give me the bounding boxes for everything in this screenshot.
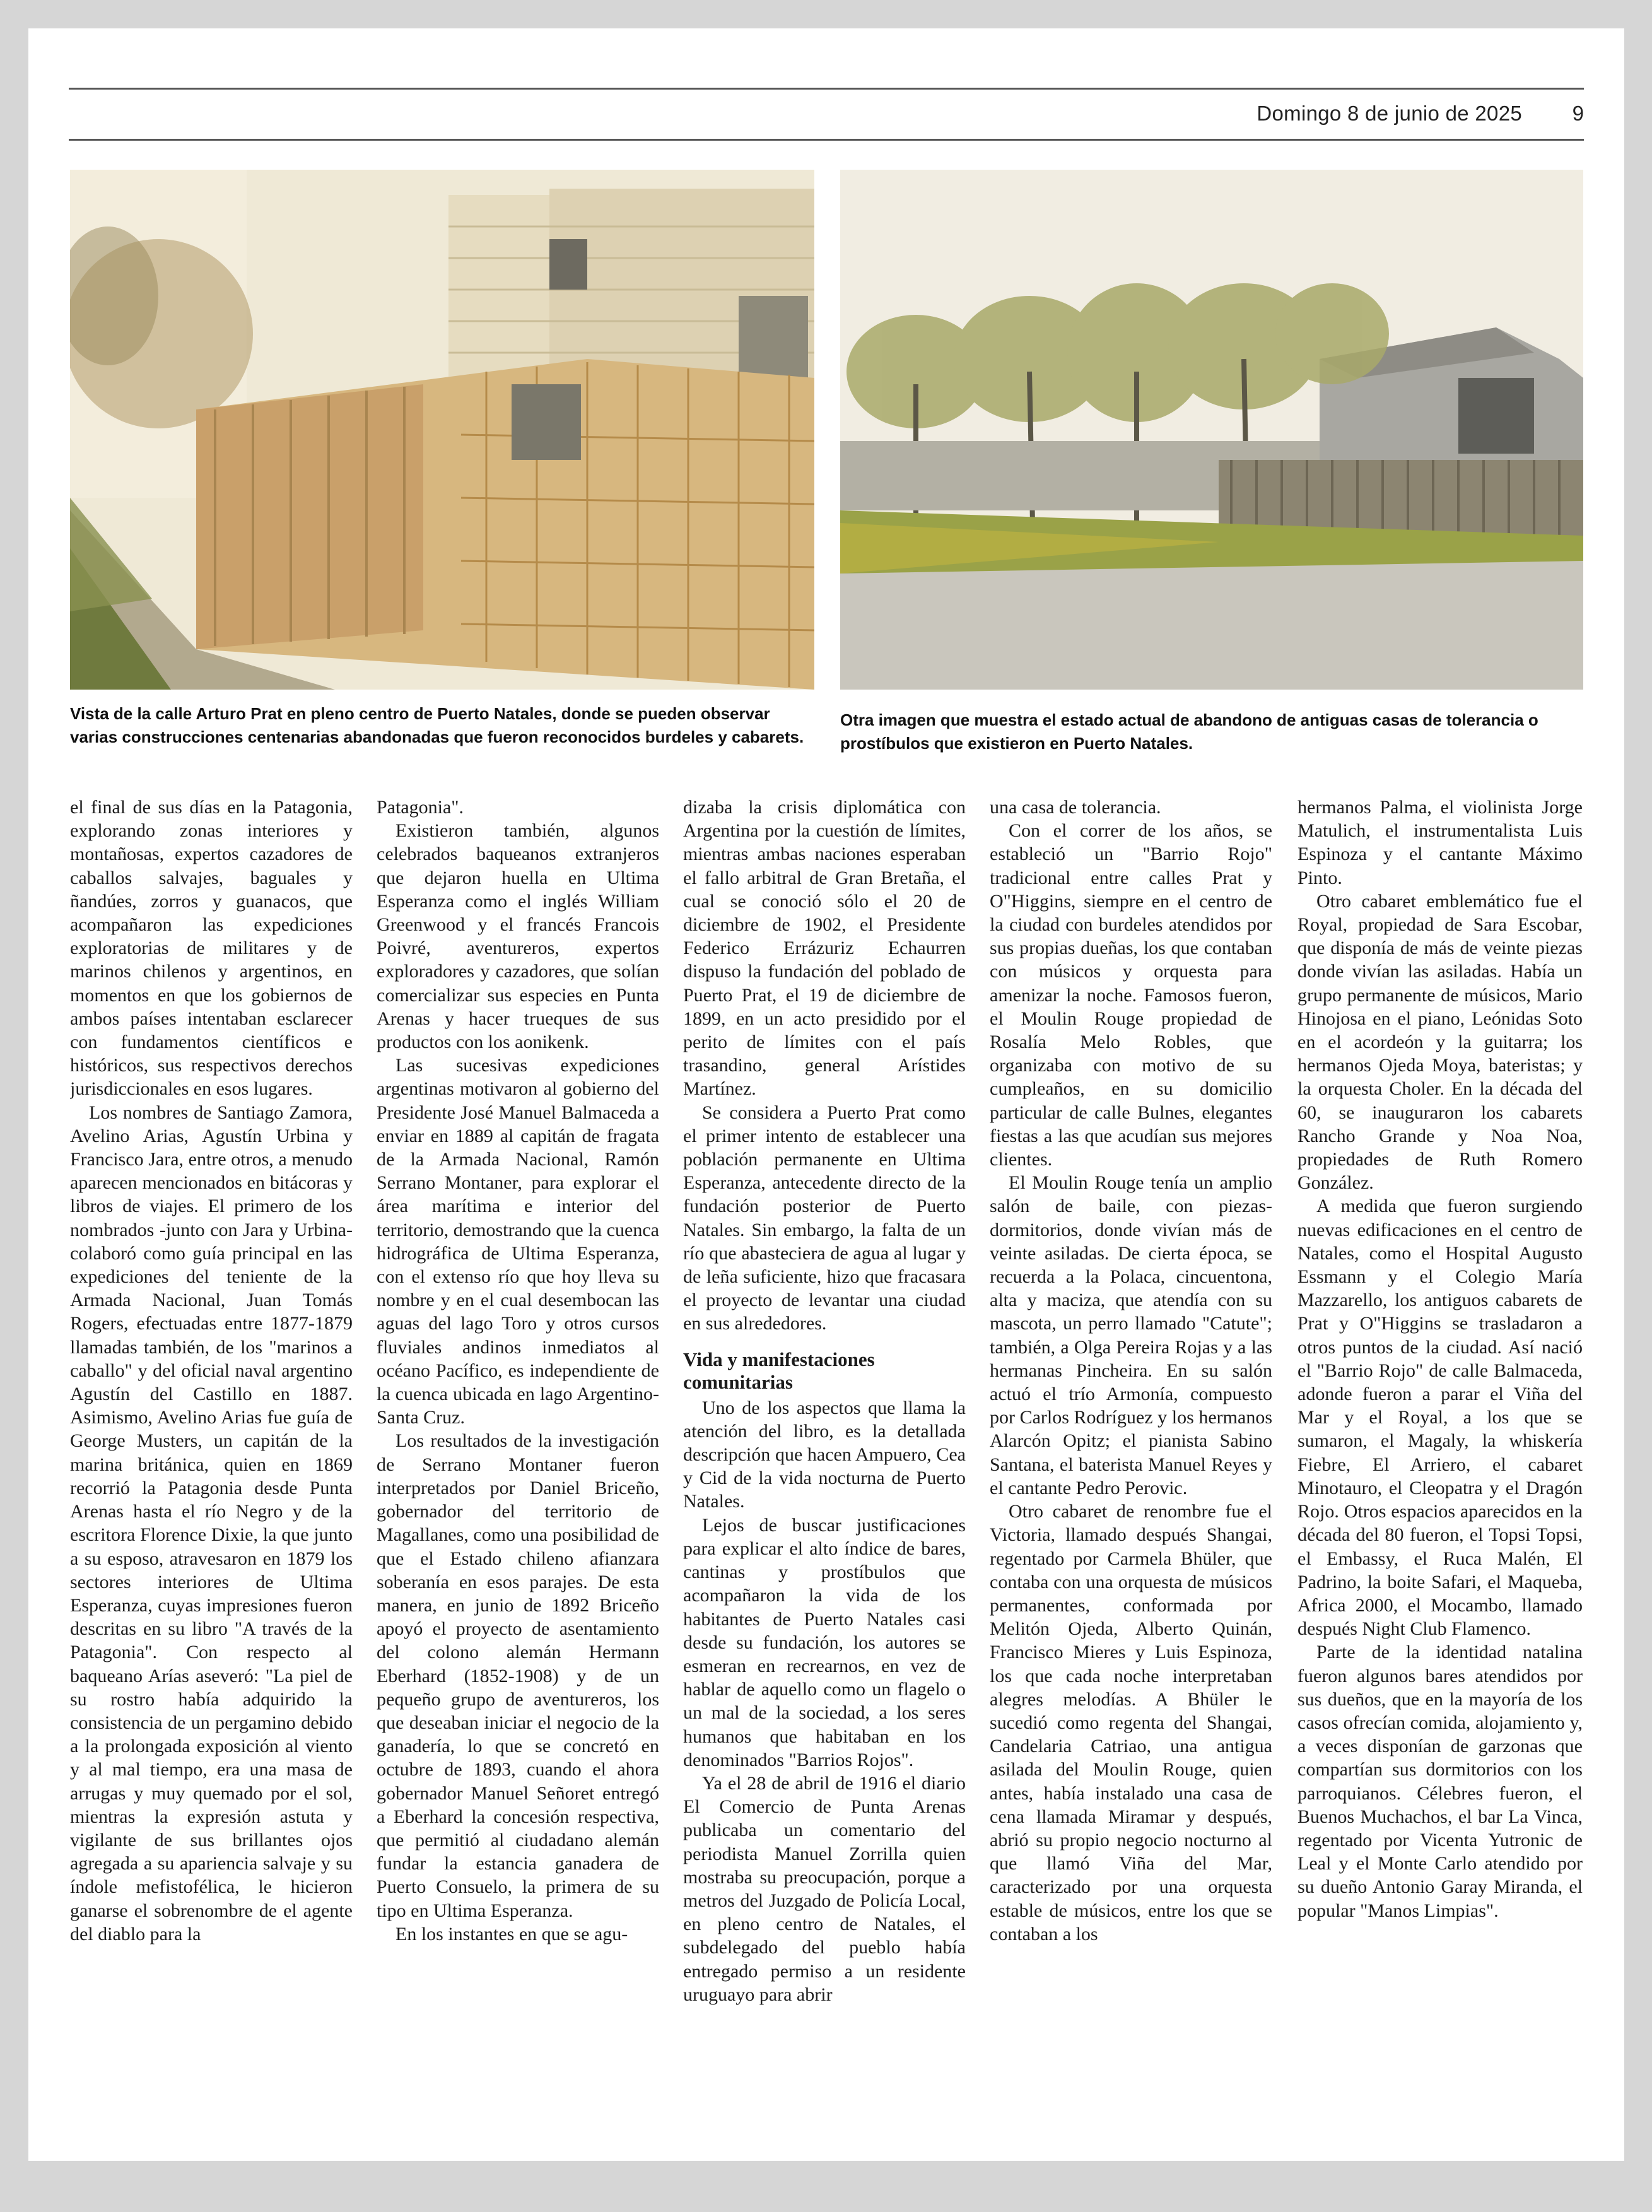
paragraph: Con el correr de los años, se estableció un "Barrio Rojo" tradicional entre calles Prat y O"Higgins, siempre en el centro de la ciudad con burdeles atendidos por sus propias dueñas, los que contaban con músicos y orquesta para amenizar la noche. Famosos fueron, el Moulin Rouge propiedad de Rosalía Melo Robles, que organizaba con motivo de su cumpleaños, en su domicilio particular de calle Bulnes, elegantes fiestas a las que acudían sus mejores clientes. — [990, 820, 1272, 1170]
paragraph: Se considera a Puerto Prat como el primer intento de establecer una población permanente en Ultima Esperanza, antecedente directo de la fundación posterior de Puerto Natales. Sin embargo, la falta de un río que abasteciera de agua al lugar y de leña suficiente, hizo que fracasara el proyecto de levantar una ciudad en sus alrededores. — [683, 1102, 966, 1334]
article-column-3 — [683, 796, 966, 2133]
street-houses-fence-photo — [70, 170, 814, 690]
paragraph: Ya el 28 de abril de 1916 el diario El Comercio de Punta Arenas publicaba un comentario del periodista Manuel Zorrilla quien mostraba su preocupación, porque a metros del Juzgado de Policía Local, en pleno centro de Natales, el subdelegado del pueblo había entregado permiso a un residente uruguayo para abrir — [683, 1772, 966, 2005]
header-top-rule — [69, 88, 1584, 90]
newspaper-page — [28, 28, 1624, 2161]
paragraph: Los nombres de Santiago Zamora, Avelino Arias, Agustín Urbina y Francisco Jara, entre otros, a menudo aparecen mencionados en bitácoras y libros de viajes. El primero de los nombrados -junto con Jara y Urbina- colaboró como guía principal en las expediciones del teniente de la Armada Nacional, Juan Tomás Rogers, efectuadas entre 1877-1879 llamadas también, de los "marinos a caballo" y del oficial naval argentino Agustín del Castillo en 1887. Asimismo, Avelino Arias fue guía de George Musters, un capitán de la marina británica, quien en 1869 recorrió la Patagonia desde Punta Arenas hasta el río Negro y de la escritora Florence Dixie, la que junto a su esposo, atravesaron en 1879 los sectores interiores de Ultima Esperanza, cuyas impresiones fueron descritas en su libro "A través de la Patagonia". Con respecto al baqueano Arías aseveró: "La piel de su rostro había adquirido la consistencia de un pergamino debido a la prolongada exposición al viento y al mal tiempo, era una masa de arrugas y muy quemado por el sol, mientras la expresión astuta y vigilante de sus brillantes ojos agregada a su apariencia salvaje y su índole mefistofélica, le hicieron ganarse el sobrenombre de el agente del diablo para la — [70, 1102, 353, 1944]
paragraph: Parte de la identidad natalina fueron algunos bares atendidos por sus dueños, que en la mayoría de los casos ofrecían comida, alojamiento y, a veces disponían de garzonas que compartían sus dormitorios con los parroquianos. Célebres fueron, el Buenos Muchachos, el bar La Vinca, regentado por Vicenta Yutronic de Leal y el Monte Carlo atendido por su dueño Antonio Garay Miranda, el popular "Manos Limpias". — [1298, 1642, 1583, 1921]
photo-left-illustration — [70, 170, 814, 690]
article-column-5 — [1298, 796, 1583, 2133]
header-date: Domingo 8 de junio de 2025 — [1257, 102, 1522, 125]
paragraph: dizaba la crisis diplomática con Argentina por la cuestión de límites, mientras ambas naciones esperaban el fallo arbitral de Gran Bretaña, el cual se conoció sólo el 20 de diciembre de 1902, el Presidente Federico Errázuriz Echaurren dispuso la fundación del poblado de Puerto Prat, el 19 de diciembre de 1899, en un acto presidido por el perito de límites con el país trasandino, general Arístides Martínez. — [683, 797, 966, 1100]
header-bottom-rule — [69, 139, 1584, 141]
paragraph: hermanos Palma, el violinista Jorge Matulich, el instrumentalista Luis Espinoza y el cantante Máximo Pinto. — [1298, 797, 1583, 888]
article-column-2 — [377, 796, 659, 2133]
article-column-1 — [70, 796, 353, 2133]
paragraph: Lejos de buscar justificaciones para explicar el alto índice de bares, cantinas y prostíbulos que acompañaron la vida de los habitantes de Puerto Natales casi desde su fundación, los autores se esmeran en recrearnos, en vez de hablar de aquello como un flagelo o un mal de la sociedad, a los seres humanos que habitaban en los denominados "Barrios Rojos". — [683, 1514, 966, 1770]
paragraph: Uno de los aspectos que llama la atención del libro, es la detallada descripción que hacen Ampuero, Cea y Cid de la vida nocturna de Puerto Natales. — [683, 1397, 966, 1512]
paragraph: el final de sus días en la Patagonia, explorando zonas interiores y montañosas, expertos cazadores de caballos salvajes, baguales y ñandúes, zorros y guanacos, que acompañaron las expediciones exploratorias de militares y de marinos chilenos y argentinos, en momentos en que los gobiernos de ambos países intentaban esclarecer con fundamentos científicos e históricos, sus respectivos derechos jurisdiccionales en esos lugares. — [70, 797, 353, 1100]
article-column-4 — [990, 796, 1272, 2133]
abandoned-houses-trees-photo — [840, 170, 1583, 690]
page-number: 9 — [1572, 102, 1584, 125]
paragraph: En los instantes en que se agu- — [395, 1923, 628, 1944]
paragraph: Los resultados de la investigación de Serrano Montaner fueron interpretados por Daniel Briceño, gobernador del territorio de Magallanes, como una posibilidad de que el Estado chileno afianzara soberanía en esos parajes. De esta manera, en junio de 1892 Briceño apoyó el proyecto de asentamiento del colono alemán Hermann Eberhard (1852-1908) y de un pequeño grupo de aventureros, los que deseaban iniciar el negocio de la ganadería, lo que se concretó en octubre de 1893, cuando el ahora gobernador Manuel Señoret entregó a Eberhard la concesión respectiva, que permitió al ciudadano alemán fundar la estancia ganadera de Puerto Consuelo, la primera de su tipo en Ultima Esperanza. — [377, 1430, 659, 1921]
section-subheading: Vida y manifestaciones comunitarias — [683, 1348, 875, 1393]
paragraph: Patagonia". — [377, 797, 464, 818]
photo-caption-right: Otra imagen que muestra el estado actual de abandono de antiguas casas de tolerancia o prostíbulos que existieron en Puerto Natales. — [840, 710, 1538, 753]
paragraph: Otro cabaret de renombre fue el Victoria, llamado después Shangai, regentado por Carmela Bhüler, que contaba con una orquesta de músicos permanentes, conformada por Melitón Ojeda, Alberto Quinán, Francisco Mieres y Luis Espinoza, los que cada noche interpretaban alegres melodías. A Bhüler le sucedió como regenta del Shangai, Candelaria Catriao, una antigua asilada del Moulin Rouge, quien antes, había instalado una casa de cena llamada Miramar y después, abrió su propio negocio nocturno al que llamó Viña del Mar, caracterizado por una orquesta estable de músicos, entre los que se contaban a los — [990, 1501, 1272, 1944]
paragraph: A medida que fueron surgiendo nuevas edificaciones en el centro de Natales, como el Hospital Augusto Essmann y el Colegio María Mazzarello, los antiguos cabarets de Prat y O"Higgins se trasladaron a otros puntos de la ciudad. Así nació el "Barrio Rojo" de calle Balmaceda, adonde fueron a parar el Viña del Mar y el Royal, a los que se sumaron, el Magaly, la whiskería Fiebre, El Arriero, el cabaret Minotauro, el Cleopatra y el Dragón Rojo. Otros espacios aparecidos en la década del 80 fueron, el Topsi Topsi, el Embassy, el Ruca Malén, El Padrino, la boite Safari, el Maqueba, Africa 2000, el Mocambo, llamado después Night Club Flamenco. — [1298, 1196, 1583, 1640]
photo-right-illustration — [840, 170, 1583, 690]
photo-caption-left: Vista de la calle Arturo Prat en pleno centro de Puerto Natales, donde se pueden observar varias construcciones centenarias abandonadas que fueron reconocidos burdeles y cabarets. — [70, 704, 804, 746]
paragraph: Las sucesivas expediciones argentinas motivaron al gobierno del Presidente José Manuel Balmaceda a enviar en 1889 al capitán de fragata de la Armada Nacional, Ramón Serrano Montaner, para explorar el área marítima e interior del territorio, demostrando que la cuenca hidrográfica de Ultima Esperanza, con el extenso río que hoy lleva su nombre y en el cual desembocan las aguas del lago Toro y otros cursos fluviales andinos inmediatos al océano Pacífico, es independiente de la cuenca ubicada en lago Argentino-Santa Cruz. — [377, 1055, 659, 1428]
paragraph: Otro cabaret emblemático fue el Royal, propiedad de Sara Escobar, que disponía de más de veinte piezas donde vivían las asiladas. Había un grupo permanente de músicos, Mario Hinojosa en el piano, Leónidas Soto en el acordeón y la guitarra; los hermanos Ojeda Moya, bateristas; y la orquesta Choler. En la década del 60, se inauguraron los cabarets Rancho Grande y Noa Noa, propiedades de Ruth Romero González. — [1298, 890, 1583, 1194]
paragraph: Existieron también, algunos celebrados baqueanos extranjeros que dejaron huella en Ultima Esperanza como el inglés William Greenwood y el francés Francois Poivré, aventureros, expertos exploradores y cazadores, que solían comercializar sus especies en Punta Arenas y hacer trueques de sus productos con los aonikenk. — [377, 820, 659, 1053]
paragraph: una casa de tolerancia. — [990, 797, 1161, 818]
paragraph: El Moulin Rouge tenía un amplio salón de baile, con piezas-dormitorios, donde vivían más de veinte asiladas. De cierta época, se recuerda a la Polaca, cincuentona, alta y maciza, que atendía con su mascota, un perro llamado "Catute"; también, a Olga Pereira Rojas y a las hermanas Pincheira. En su salón actuó el trío Armonía, compuesto por Carlos Rodríguez y los hermanos Alarcón Opitz; el pianista Sabino Santana, el baterista Manuel Reyes y el cantante Pedro Perovic. — [990, 1172, 1272, 1498]
